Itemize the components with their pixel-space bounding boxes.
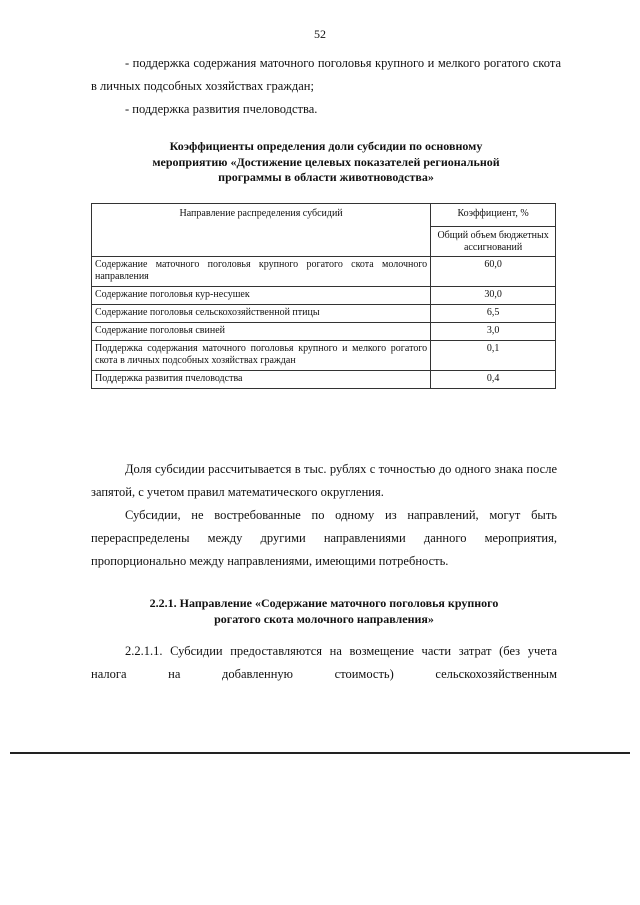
header-coefficient: Коэффициент, % (431, 204, 556, 227)
table-row (92, 341, 556, 371)
table-row (92, 371, 556, 389)
coefficient-table (91, 203, 556, 389)
page-number: 52 (314, 27, 326, 41)
bullet-item: - поддержка содержания маточного поголовья крупного и мелкого рогатого скота в личных подсобных хозяйствах граждан; (91, 56, 561, 93)
subsection-title-line: 2.2.1. Направление «Содержание маточного поголовья крупного (149, 596, 499, 610)
row-coefficient: 6,5 (431, 305, 556, 323)
row-coefficient: 0,1 (431, 341, 556, 371)
row-direction: Содержание поголовья кур-несушек (92, 287, 431, 305)
row-direction: Содержание поголовья сельскохозяйственной птицы (92, 305, 431, 323)
paragraph: Доля субсидии рассчитывается в тыс. рублях с точностью до одного знака после запятой, с учетом правил математического округления. (91, 462, 557, 499)
section-title (91, 139, 561, 186)
subsection-title-line: рогатого скота молочного направления» (214, 611, 434, 626)
row-direction: Содержание маточного поголовья крупного рогатого скота молочного направления (92, 257, 431, 287)
subsection-body (91, 640, 557, 686)
row-coefficient: 0,4 (431, 371, 556, 389)
subsection-title (91, 596, 557, 627)
table-row (92, 305, 556, 323)
row-coefficient: 30,0 (431, 287, 556, 305)
row-direction: Поддержка развития пчеловодства (92, 371, 431, 389)
row-direction: Поддержка содержания маточного поголовья крупного и мелкого рогатого скота в личных подсобных хозяйствах граждан (92, 341, 431, 371)
table-row (92, 323, 556, 341)
paragraph: Субсидии, не востребованные по одному из направлений, могут быть перераспределены между другими направлениями данного мероприятия, пропорционально между направлениями, имеющими потребность. (91, 508, 557, 568)
page-divider (10, 752, 630, 754)
intro-bullet-list (91, 52, 561, 121)
row-coefficient: 60,0 (431, 257, 556, 287)
paragraph: 2.2.1.1. Субсидии предоставляются на возмещение части затрат (без учета налога на добавленную стоимость) сельскохозяйственным (91, 644, 557, 681)
row-coefficient: 3,0 (431, 323, 556, 341)
table-row (92, 257, 556, 287)
header-budget-allocation: Общий объем бюджетных ассигнований (431, 227, 556, 257)
row-direction: Содержание поголовья свиней (92, 323, 431, 341)
table-row (92, 287, 556, 305)
header-direction: Направление распределения субсидий (92, 204, 431, 257)
section-title-line: мероприятию «Достижение целевых показателей региональной (152, 154, 500, 169)
body-text (91, 458, 557, 573)
section-title-line: программы в области животноводства» (218, 170, 434, 184)
section-title-line: Коэффициенты определения доли субсидии по основному (169, 139, 483, 153)
bullet-item: - поддержка развития пчеловодства. (125, 102, 318, 116)
